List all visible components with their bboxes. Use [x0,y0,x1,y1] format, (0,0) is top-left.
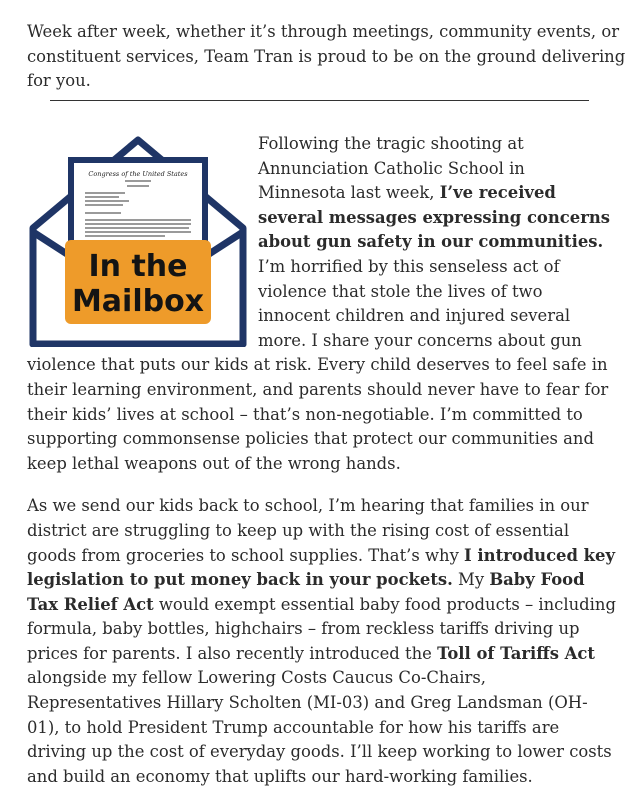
envelope-icon [27,132,249,347]
newsletter-body [27,132,617,807]
label-line1: In the [88,249,188,284]
in-the-mailbox-graphic [27,132,249,347]
toll-of-tariffs-act-name: Toll of Tariffs Act [437,643,595,663]
baby-food-act-name: Baby Food Tax Relief Act [27,570,585,614]
highlight-legislation: I introduced key legislation to put money back in your pockets. [27,545,615,590]
letterhead-text: Congress of the United States [88,170,188,178]
label-line2: Mailbox [71,284,205,319]
gun-safety-paragraph: Following the tragic shooting at Annunciation Catholic School in Minnesota last week, I’ve received several messages expressing concerns about gun safety in our communities. I’m horrified by this senseless act of violence that stole the lives of two innocent children and injured several more. I share your concerns about gun violence that puts our kids at risk. Every child deserves to feel safe in their learning environment, and parents should never have to fear for their kids’ lives at school – that’s non-negotiable. I’m committed to supporting commonsense policies that protect our communities and keep lethal weapons out of the wrong hands. [27,134,610,473]
intro-paragraph: Week after week, whether it’s through meetings, community events, or constituent services, Team Tran is proud to be on the ground delivering for you. [27,22,626,91]
section-divider [50,100,589,101]
highlight-messages: I’ve received several messages expressing concerns about gun safety in our communities. [258,183,610,252]
cost-of-living-paragraph: As we send our kids back to school, I’m hearing that families in our district are struggling to keep up with the rising cost of essential goods from groceries to school supplies. That’s why I introduced key legislation to put money back in your pockets. My Baby Food Tax Relief Act would exempt essential baby food products – including formula, baby bottles, highchairs – from reckless tariffs driving up prices for parents. I also recently introduced the Toll of Tariffs Act alongside my fellow Lowering Costs Caucus Co-Chairs, Representatives Hillary Scholten (MI-03) and Greg Landsman (OH-01), to hold President Trump accountable for how his tariffs are driving up the cost of everyday goods. I’ll keep working to lower costs and build an economy that uplifts our hard-working families. [27,496,616,786]
